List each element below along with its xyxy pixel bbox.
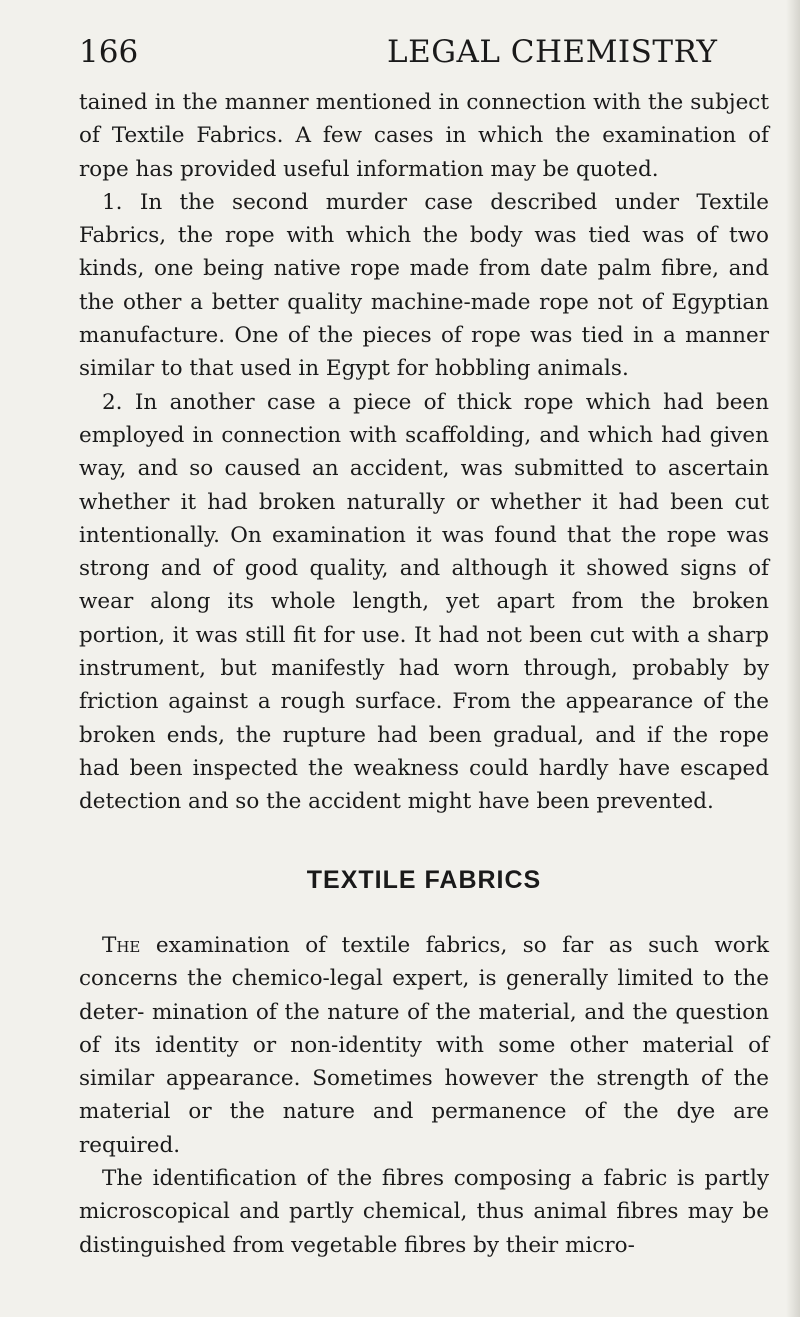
section-paragraph-1: [79, 929, 769, 1162]
page-edge-shadow: [786, 0, 800, 1317]
section-paragraph-2: The identification of the fibres composing a fabric is partly microscopical and partly chemical, thus animal fibres may be distinguished from vegetable fibres by their micro-: [79, 1166, 769, 1258]
running-head: [79, 34, 769, 74]
section-paragraph-1-body: examination of textile fabrics, so far as such work concerns the chemico-legal expert, is generally limited to the deter- mination of the nature of the material, and the question of its identity or non-identity with some other material of similar appearance. Sometimes however the strength of the material or the nature and permanence of the dye are required.: [79, 933, 769, 1158]
paragraph-case-2: 2. In another case a piece of thick rope which had been employed in connection with scaffolding, and which had given way, and so caused an accident, was submitted to ascertain whether it had broken naturally or whether it had been cut intentionally. On examination it was found that the rope was strong and of good quality, and although it showed signs of wear along its whole length, yet apart from the broken portion, it was still fit for use. It had not been cut with a sharp instrument, but manifestly had worn through, probably by friction against a rough surface. From the appearance of the broken ends, the rupture had been gradual, and if the rope had been inspected the weakness could hardly have escaped detection and so the accident might have been prevented.: [79, 389, 769, 815]
running-title: LEGAL CHEMISTRY: [387, 34, 718, 70]
textile-fabrics-text: [79, 929, 769, 1262]
section-heading: TEXTILE FABRICS: [306, 866, 542, 894]
lead-word: The: [102, 933, 141, 958]
rope-examination-text: [79, 86, 769, 819]
paragraph-continuation: tained in the manner mentioned in connection with the subject of Textile Fabrics. A few cases in which the examination of rope has provided useful information may be quoted.: [79, 90, 769, 182]
paragraph-case-1: 1. In the second murder case described under Textile Fabrics, the rope with which the body was tied was of two kinds, one being native rope made from date palm fibre, and the other a better quality machine-made rope not of Egyptian manufacture. One of the pieces of rope was tied in a manner similar to that used in Egypt for hobbling animals.: [79, 189, 769, 382]
page-number: 166: [79, 34, 139, 70]
